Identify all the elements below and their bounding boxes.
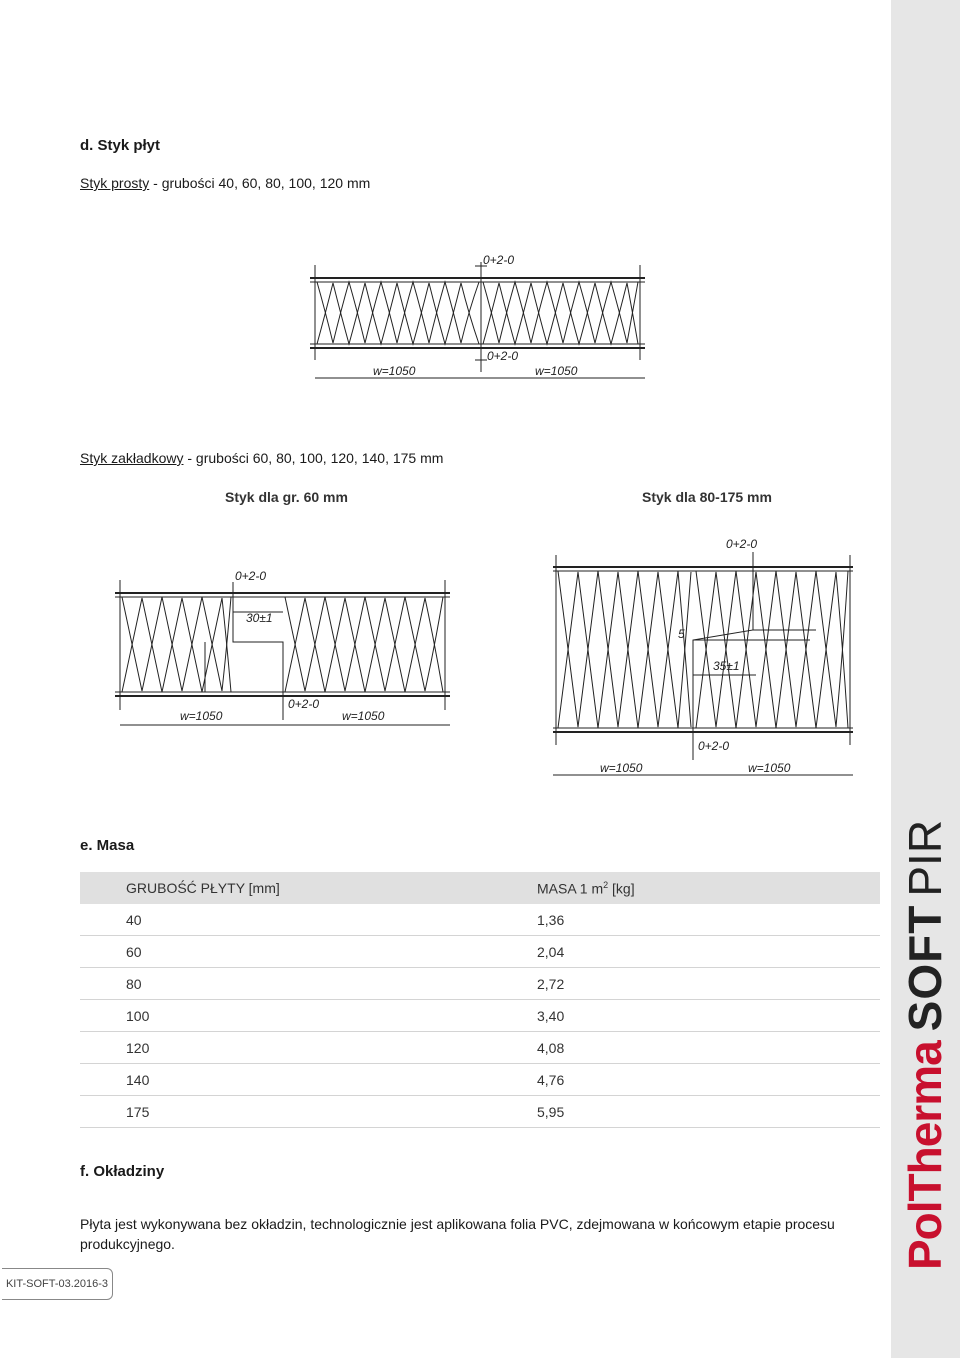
lap-joint-80-175-drawing bbox=[548, 530, 858, 785]
lap60-tolerance-bottom: 0+2-0 bbox=[288, 697, 320, 711]
table-row bbox=[80, 936, 880, 968]
straight-joint-link[interactable]: Styk prosty bbox=[80, 175, 150, 191]
straight-joint-drawing bbox=[305, 250, 650, 385]
document-code: KIT-SOFT-03.2016-3 bbox=[2, 1268, 113, 1300]
straight-width-right: w=1050 bbox=[535, 364, 578, 378]
table-row bbox=[80, 968, 880, 1000]
header-mass: MASA 1 $m^2$ [kg] bbox=[491, 872, 880, 904]
cell-thickness: 120 bbox=[80, 1032, 491, 1064]
caption-80-175mm: Styk dla 80-175 mm bbox=[642, 489, 772, 505]
table-row bbox=[80, 1000, 880, 1032]
cell-thickness: 175 bbox=[80, 1096, 491, 1128]
cell-mass: 5,95 bbox=[491, 1096, 880, 1128]
cell-mass: 2,04 bbox=[491, 936, 880, 968]
mass-table-header bbox=[80, 872, 880, 904]
lap60-dim-30-h: 30±1 bbox=[246, 611, 273, 625]
lap80-width-right: w=1050 bbox=[748, 761, 791, 775]
table-row bbox=[80, 1096, 880, 1128]
table-row bbox=[80, 1064, 880, 1096]
straight-joint-line bbox=[80, 175, 370, 191]
lap60-width-left: w=1050 bbox=[180, 709, 223, 723]
section-f-heading: f. Okładziny bbox=[80, 1163, 165, 1180]
lap-joint-desc: - grubości 60, 80, 100, 120, 140, 175 mm bbox=[183, 450, 444, 466]
lap80-dim-35: 35±1 bbox=[713, 659, 740, 673]
lap-joint-line bbox=[80, 450, 443, 466]
lap-joint-link[interactable]: Styk zakładkowy bbox=[80, 450, 184, 466]
header-thickness: GRUBOŚĆ PŁYTY [mm] bbox=[80, 872, 491, 904]
section-f-text: Płyta jest wykonywana bez okładzin, technologicznie jest aplikowana folia PVC, zdejmowana w końcowym etapie procesu produkcyjnego. bbox=[80, 1216, 835, 1252]
table-row bbox=[80, 1032, 880, 1064]
brand-soft: SOFT bbox=[899, 904, 951, 1032]
section-e-heading: e. Masa bbox=[80, 837, 135, 854]
straight-joint-desc: - grubości 40, 60, 80, 100, 120 mm bbox=[149, 175, 371, 191]
cell-mass: 3,40 bbox=[491, 1000, 880, 1032]
cell-mass: 4,76 bbox=[491, 1064, 880, 1096]
straight-width-left: w=1050 bbox=[373, 364, 416, 378]
mass-table bbox=[80, 872, 880, 1128]
lap80-width-left: w=1050 bbox=[600, 761, 643, 775]
cell-mass: 2,72 bbox=[491, 968, 880, 1000]
cell-mass: 1,36 bbox=[491, 904, 880, 936]
cell-thickness: 40 bbox=[80, 904, 491, 936]
straight-tolerance-bottom: 0+2-0 bbox=[487, 349, 519, 363]
brand-logo bbox=[899, 819, 951, 1271]
lap80-tolerance-bottom: 0+2-0 bbox=[698, 739, 730, 753]
section-d-heading: d. Styk płyt bbox=[80, 137, 161, 154]
lap-joint-60-drawing bbox=[110, 560, 455, 735]
table-row bbox=[80, 904, 880, 936]
caption-60mm: Styk dla gr. 60 mm bbox=[225, 489, 348, 505]
cell-thickness: 140 bbox=[80, 1064, 491, 1096]
cell-thickness: 100 bbox=[80, 1000, 491, 1032]
cell-thickness: 80 bbox=[80, 968, 491, 1000]
lap80-tolerance-top: 0+2-0 bbox=[726, 537, 758, 551]
cell-thickness: 60 bbox=[80, 936, 491, 968]
lap80-dim-5: 5 bbox=[678, 627, 685, 641]
brand-pir: PIR bbox=[899, 819, 951, 897]
lap60-width-right: w=1050 bbox=[342, 709, 385, 723]
straight-tolerance-top: 0+2-0 bbox=[483, 253, 515, 267]
cell-mass: 4,08 bbox=[491, 1032, 880, 1064]
brand-poltherma: PolTherma bbox=[899, 1041, 951, 1271]
lap60-tolerance-top: 0+2-0 bbox=[235, 569, 267, 583]
